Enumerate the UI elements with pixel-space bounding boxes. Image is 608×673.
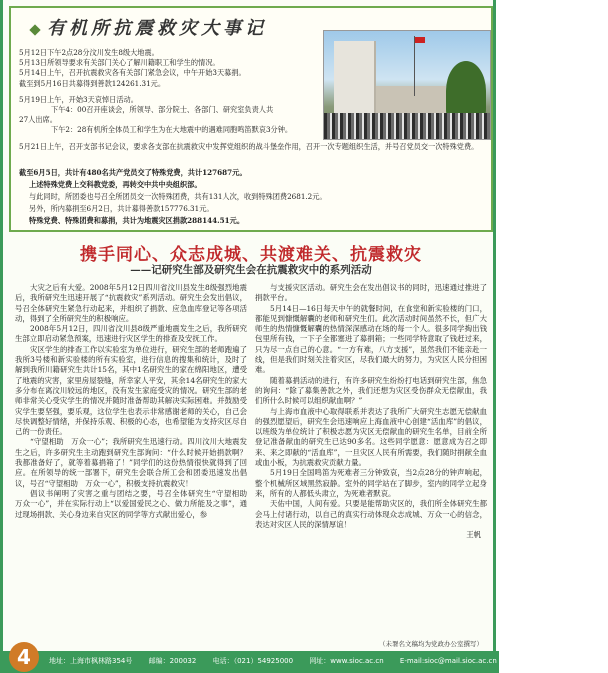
paragraph: 2008年5月12日，四川省汶川县8级严重地震发生之后，我所研究生部立即启动紧急预案，迅速进行灾区学生的排查及安抚工作。 bbox=[15, 324, 247, 344]
article-title: 携手同心、众志成城、共渡难关、抗震救灾 bbox=[80, 245, 422, 265]
campus-photo bbox=[323, 30, 491, 140]
paragraph: 5月19日全国鸣笛为死难者三分钟致哀，当2点28分的钟声响起，整个机械所区域黑然寂静。室外的同学站在了脚步，室内的同学立起身来，所有的人都低头肃立，为死难者默哀。 bbox=[255, 468, 487, 498]
chronicle-item: 另外，所内募捐至6月2日，共计募得善款157776.31元。 bbox=[29, 204, 214, 213]
paragraph: 天佑中国，人间有爱。只要是能帮助灾区的，我们所全体研究生都会马上付诸行动，以自己的真实行动体现众志成城、万众一心的信念，表达对灾区人民的深情厚谊！ bbox=[255, 499, 487, 529]
paragraph: 倡议书阐明了灾害之重与团结之要，号召全体研究生“守望相助 万众一心”，并在实际行动上“以爱国爱民之心、做力所能及之事”，通过现场捐款、关心身边来自灾区的同学等方式献出爱心，参 bbox=[15, 488, 255, 519]
footer-contact bbox=[49, 656, 608, 666]
paragraph: 灾区学生的排查工作以实验室为单位进行，研究生部的老师跑遍了我所3号楼和新实验楼的所有实验室，进行信息的搜集和统计，及时了解到我所川籍研究生共计15名，其中1名研究生的家在绵阳地区，遭受了地震的灾害，家里房屋裂缝，所幸家人平安，其余14名研究生的家大多分布在离汶川较远的地区，没有发生家庭受灾的情况。研究生部的老师非常关心受灾学生的情况并随时准备帮助其解决实际困难。并鼓励受灾学生要坚强，要乐观，这位学生也表示非常感谢老师的关心，自己会尽快调整好情绪，并保持乐观、积极的心态，也希望能为支持灾区尽自己的一份责任。 bbox=[15, 344, 247, 437]
chronicle-item: 下午2：28有机所全体员工和学生为在大地震中的遇难同胞鸣笛默哀3分钟。 bbox=[51, 125, 293, 135]
chronicle-item: 特殊党费、特殊团费和募捐，共计为地震灾区捐款288144.51元。 bbox=[29, 216, 245, 225]
chronicle-item: 下午4：00召开座谈会，所领导、部分院士、各部门、研究室负责人共 bbox=[51, 105, 274, 115]
article-column-left bbox=[15, 283, 255, 520]
paragraph: 随着募捐活动的进行，有许多研究生纷纷打电话到研究生部，焦急的询问：“除了募集善款之外，我们还想为灾区受伤群众无偿献血，我们所什么时候可以组织献血啊？” bbox=[255, 375, 487, 406]
editor-note: （未署名文稿均为党政办公室撰写） bbox=[379, 640, 483, 648]
chronicle-title: 有机所抗震救灾大事记 bbox=[31, 14, 267, 40]
chronicle-box bbox=[9, 6, 493, 232]
author-signature: 王帆 bbox=[466, 530, 481, 540]
chronicle-item: 与此同时，所团委也号召全所团员交一次特殊团费，共有131人次，收到特殊团费2681.2元。 bbox=[29, 192, 327, 201]
chronicle-item: 上述特殊党费上交科教党委，再转交中共中央组织部。 bbox=[29, 180, 202, 189]
flagpole bbox=[414, 36, 415, 96]
footer-website[interactable]: 网址：www.sioc.ac.cn bbox=[309, 657, 384, 665]
article-subtitle: ——记研究生部及研究生会在抗震救灾中的系列活动 bbox=[130, 264, 372, 276]
footer-postcode: 邮编：200032 bbox=[148, 657, 197, 665]
crowd-shape bbox=[324, 113, 490, 139]
footer-address: 地址：上海市枫林路354号 bbox=[49, 657, 133, 665]
chronicle-item: 5月13日所领导要求有关部门关心了解川籍职工和学生的情况。 bbox=[19, 58, 220, 68]
paragraph: 5月14日—16日每天中午的就餐时间，在食堂和新实验楼的门口，都能见到慷慨解囊的老师和研究生们。此次活动时间虽然不长，但广大师生的热情慷慨解囊的热情深深感动在场的每一个人。很多同学掏出钱包里所有钱，一下子全都塞进了募捐箱；一些同学特意取了钱赶过来，只为尽一点自己的心意。“一方有难，八方支援”，虽然我们不能亲赴一线，但是我们时刻关注着灾区，尽我们最大的努力，为灾区人民分担困难。 bbox=[255, 303, 487, 375]
footer-fax: 传真：（021）64166128 bbox=[513, 657, 594, 665]
chronicle-item: 5月14日上午，召开抗震救灾各有关部门紧急会议，中午开始3天募捐。 bbox=[19, 68, 246, 78]
chronicle-item: 5月12日下午2点28分汶川发生8级大地震。 bbox=[19, 48, 159, 57]
paragraph: “守望相助 万众一心”；我所研究生迅速行动。四川汶川大地震发生之后，许多研究生主动跑到研究生部询问：“什么时候开始捐款啊？我都准备好了，就等着募捐箱了！”同学们的这份热情很快就得到了回应。在所领导的统一部署下，研究生会联合所工会和团委迅速发出倡议，号召“守望相助 万众一心”，积极支持抗震救灾！ bbox=[15, 437, 247, 488]
chronicle-list bbox=[19, 48, 319, 136]
paragraph: 大灾之后有大爱。2008年5月12日四川省汶川县发生8级强烈地震后，我所研究生迅速开展了“抗震救灾”系列活动。研究生会发出倡议，号召全体研究生紧急行动起来，并组织了捐款、应急血库登记等各项活动，得到了全所研究生的积极响应。 bbox=[15, 283, 247, 323]
page-number-badge: 4 bbox=[9, 642, 39, 672]
tree-shape bbox=[446, 61, 486, 121]
paragraph: 与上海市血液中心取得联系并表达了我所广大研究生志愿无偿献血的强烈愿望后，研究生会迅速响应上海血液中心创建“活血库”的倡议，以班级为单位统计了积极志愿为灾区无偿献血的研究生名单，目前全所登记准备献血的研究生已达90多名。这些同学愿意：愿意成为召之即来、来之即献的“活血库”，一旦灾区人民有所需要，我们随时捐献全血或血小板，为抗震救灾贡献力量。 bbox=[255, 406, 487, 468]
paragraph: 与支援灾区活动。研究生会在发出倡议书的同时，迅速通过推进了捐款平台。 bbox=[255, 283, 487, 303]
article-column-right bbox=[255, 283, 487, 540]
chronicle-item: 27人出席。 bbox=[19, 115, 57, 125]
chronicle-item: 5月19日上午，开始3天哀悼日活动。 bbox=[19, 94, 138, 104]
flag-icon bbox=[415, 37, 425, 43]
footer-email[interactable]: E-mail:sioc@mail.sioc.ac.cn bbox=[399, 657, 497, 665]
chronicle-item: 5月21日上午，召开支部书记会议，要求各支部在抗震救灾中发挥党组织的战斗堡垒作用，召开一次专题组织生活，并号召党员交一次特殊党费。 bbox=[19, 142, 479, 151]
chronicle-item: 截至到5月16日共募得到善款124261.31元。 bbox=[19, 78, 166, 88]
diamond-bullet-icon bbox=[29, 24, 40, 35]
chronicle-item: 截至6月5日，共计有480名共产党员交了特殊党费，共计127687元。 bbox=[19, 168, 247, 177]
footer-phone: 电话：（021）54925000 bbox=[212, 657, 294, 665]
